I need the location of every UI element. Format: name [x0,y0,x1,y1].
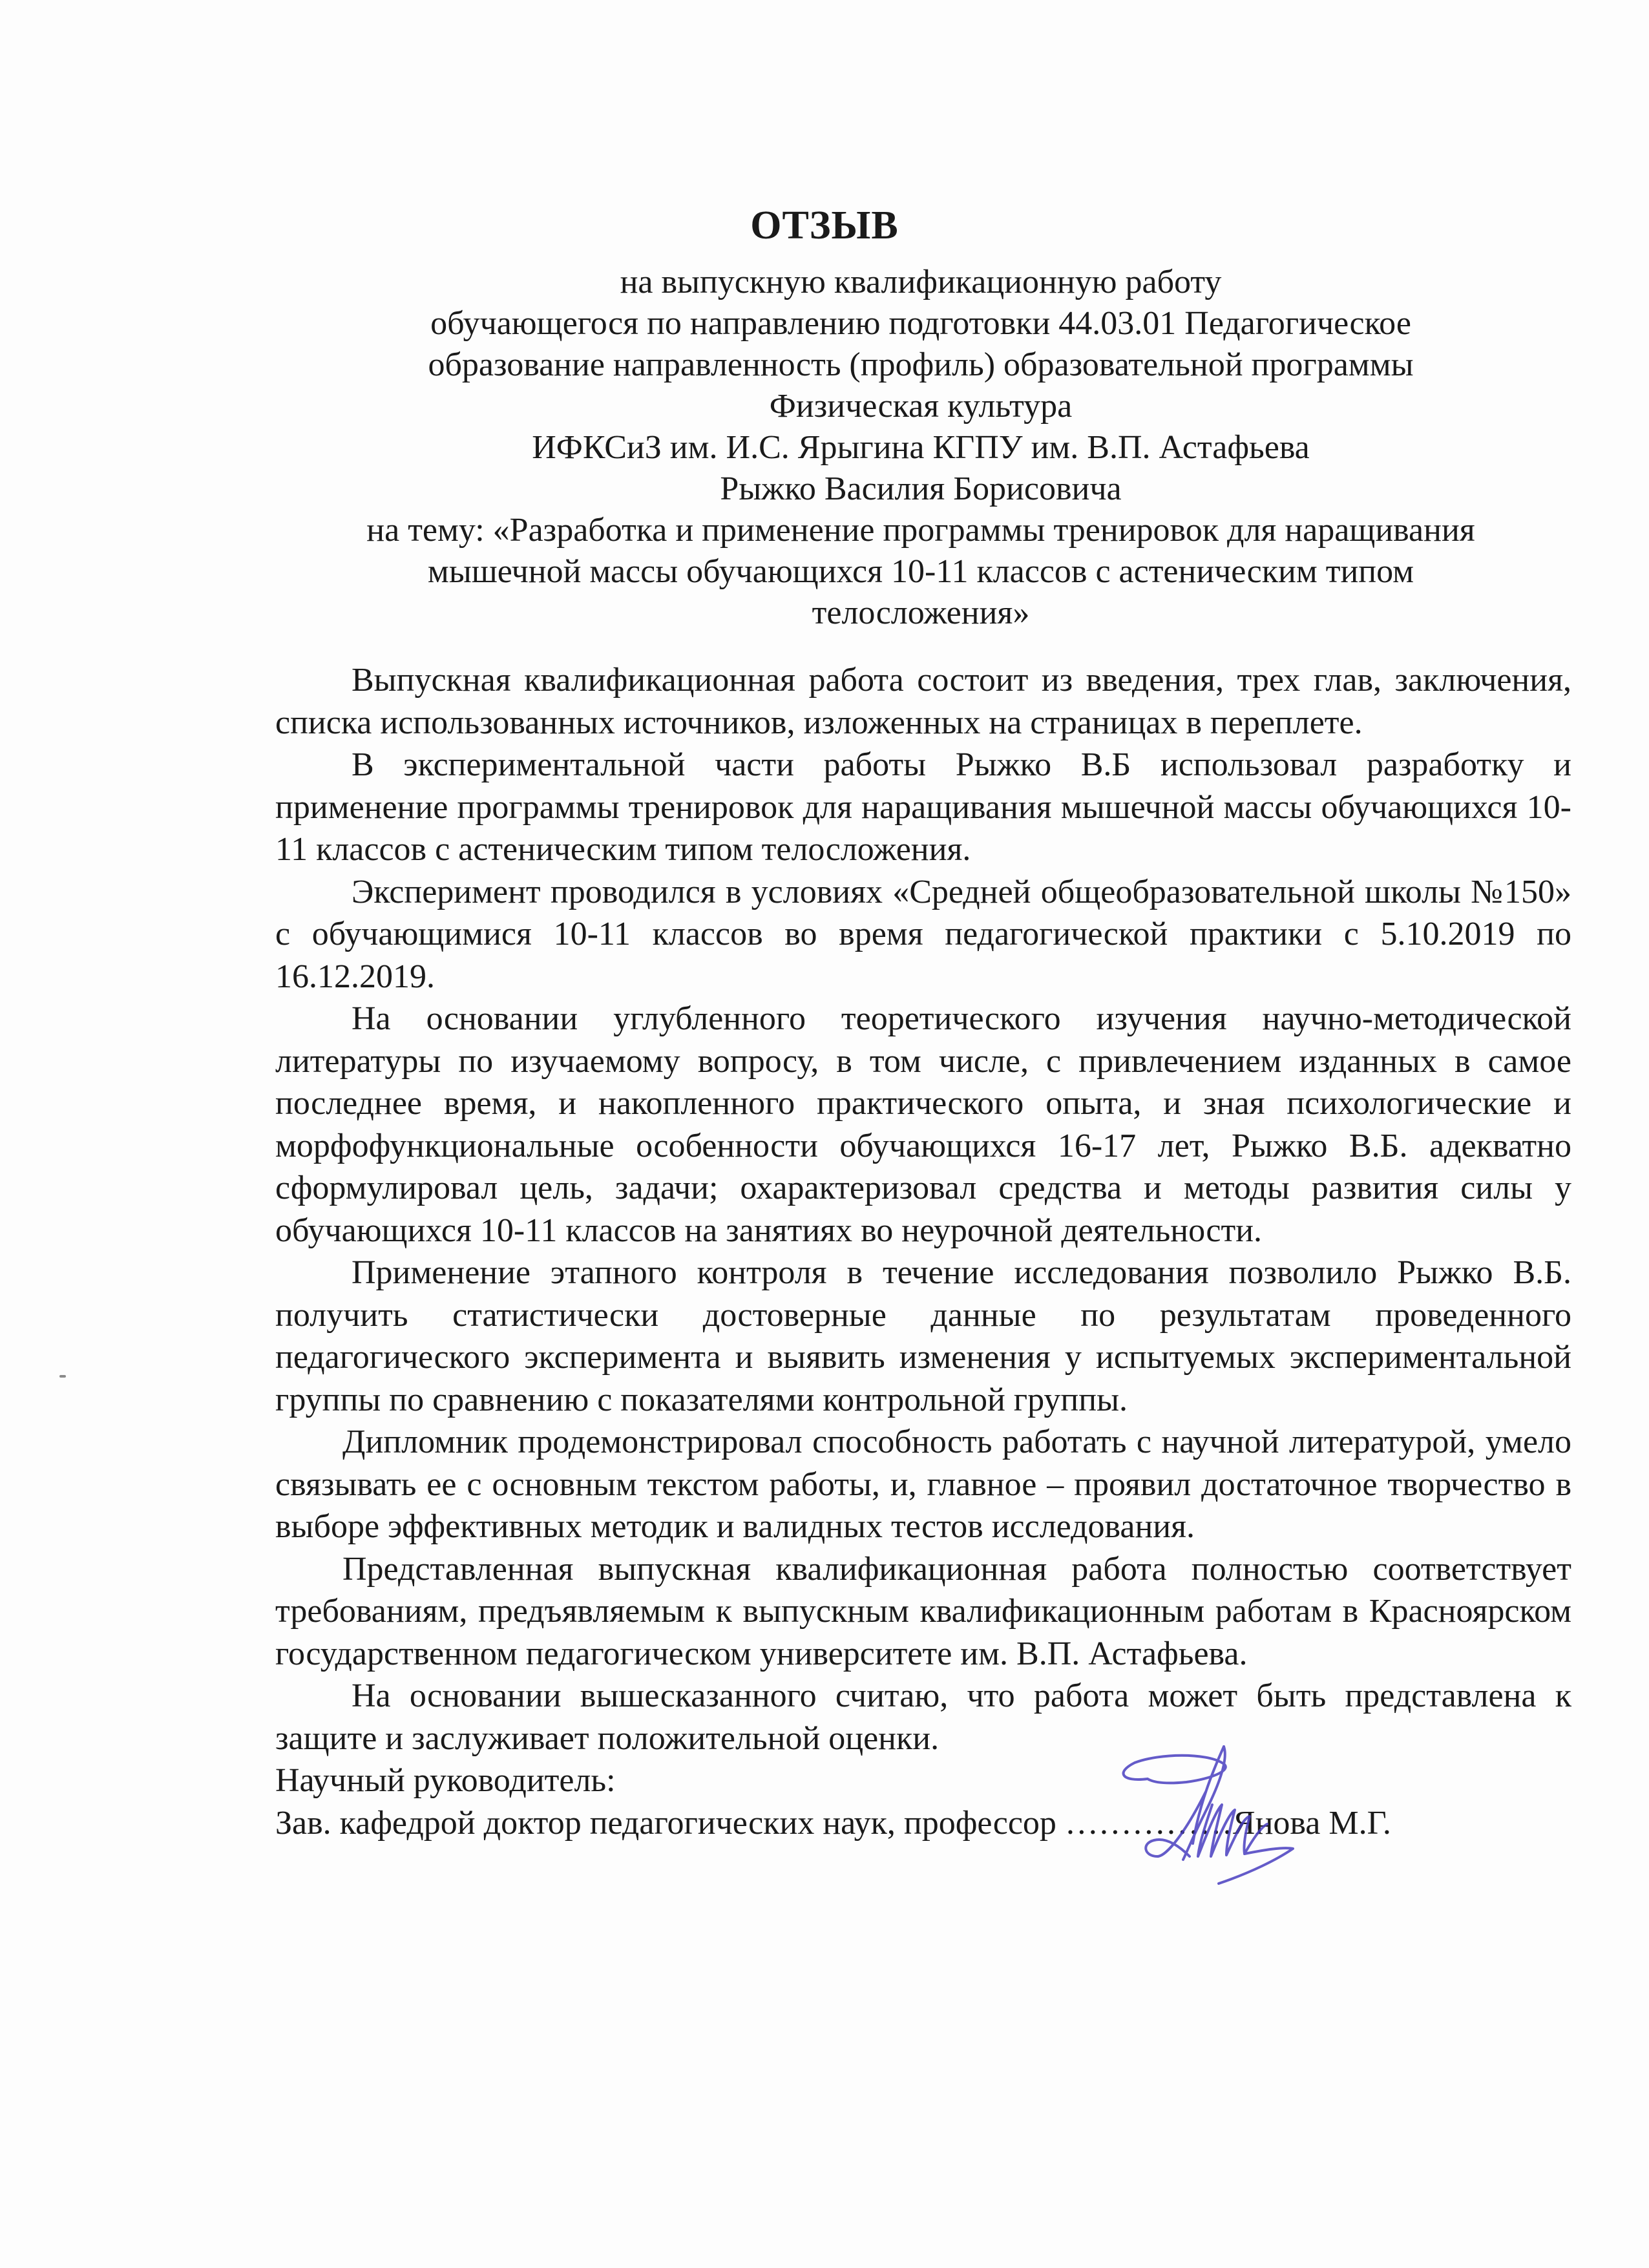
paragraph-stage-control: Применение этапного контроля в течение исследования позволило Рыжко В.Б. получить статистически достоверные данные по результатам проведенного педагогического эксперимента и выявить изменения у испытуемых экспериментальной группы по сравнению с показателями контрольной группы. [275,1254,1571,1418]
header-line-direction: обучающегося по направлению подготовки 44.03.01 Педагогическое [430,305,1411,342]
signature-block [275,1759,1571,1844]
paragraph-compliance: Представленная выпускная квалификационная работа полностью соответствует требованиям, предъявляемым к выпускным квалификационным работам в Красноярском государственном педагогическом университете им. В.П. Астафьева. [275,1550,1571,1672]
header-line-student-name: Рыжко Василия Борисовича [720,470,1122,507]
header-line-program: Физическая культура [769,388,1073,425]
header-line-topic-1: на тему: «Разработка и применение программы тренировок для наращивания [366,512,1475,549]
document-title: ОТЗЫВ [750,204,899,247]
supervisor-position-line: Зав. кафедрой доктор педагогических наук, профессор ……………Янова М.Г. [275,1804,1391,1842]
paragraph-theoretical-basis: На основании углубленного теоретического изучения научно-методической литературы по изучаемому вопросу, в том числе, с привлечением изданных в самое последнее время, и накопленного практического опыта, и зная психологические и морфофункциональные особенности обучающихся 16-17 лет, Рыжко В.Б. адекватно сформулировал цель, задачи; охарактеризовал средства и методы развития силы у обучающихся 10-11 классов на занятиях во неурочной деятельности. [275,1000,1571,1249]
scan-artifact [59,1375,66,1378]
paragraph-structure: Выпускная квалификационная работа состоит из введения, трех глав, заключения, списка использованных источников, изложенных на страницах в переплете. [275,662,1571,741]
header-line-topic-3: телосложения» [812,594,1030,631]
document-header [258,262,1583,634]
header-line-topic-2: мышечной массы обучающихся 10-11 классов с астеническим типом [427,553,1414,590]
paragraph-experimental-part: В экспериментальной части работы Рыжко В.Б использовал разработку и применение программы тренировок для наращивания мышечной массы обучающихся 10-11 классов с астеническим типом телосложения. [275,746,1571,868]
supervisor-role-label: Научный руководитель: [275,1762,616,1799]
header-line-work-type: на выпускную квалификационную работу [620,264,1222,300]
paragraph-conclusion: На основании вышесказанного считаю, что работа может быть представлена к защите и заслуживает положительной оценки. [275,1677,1571,1757]
paragraph-experiment-conditions: Эксперимент проводился в условиях «Средней общеобразовательной школы №150» с обучающимися 10-11 классов во время педагогической практики с 5.10.2019 по 16.12.2019. [275,873,1571,995]
header-line-profile: образование направленность (профиль) образовательной программы [428,346,1414,383]
header-line-institute: ИФКСиЗ им. И.С. Ярыгина КГПУ им. В.П. Астафьева [532,429,1310,466]
review-body [275,659,1571,1844]
paragraph-graduate-skills: Дипломник продемонстрировал способность работать с научной литературой, умело связывать ее с основным текстом работы, и, главное – проявил достаточное творчество в выборе эффективных методик и валидных тестов исследования. [275,1423,1571,1545]
